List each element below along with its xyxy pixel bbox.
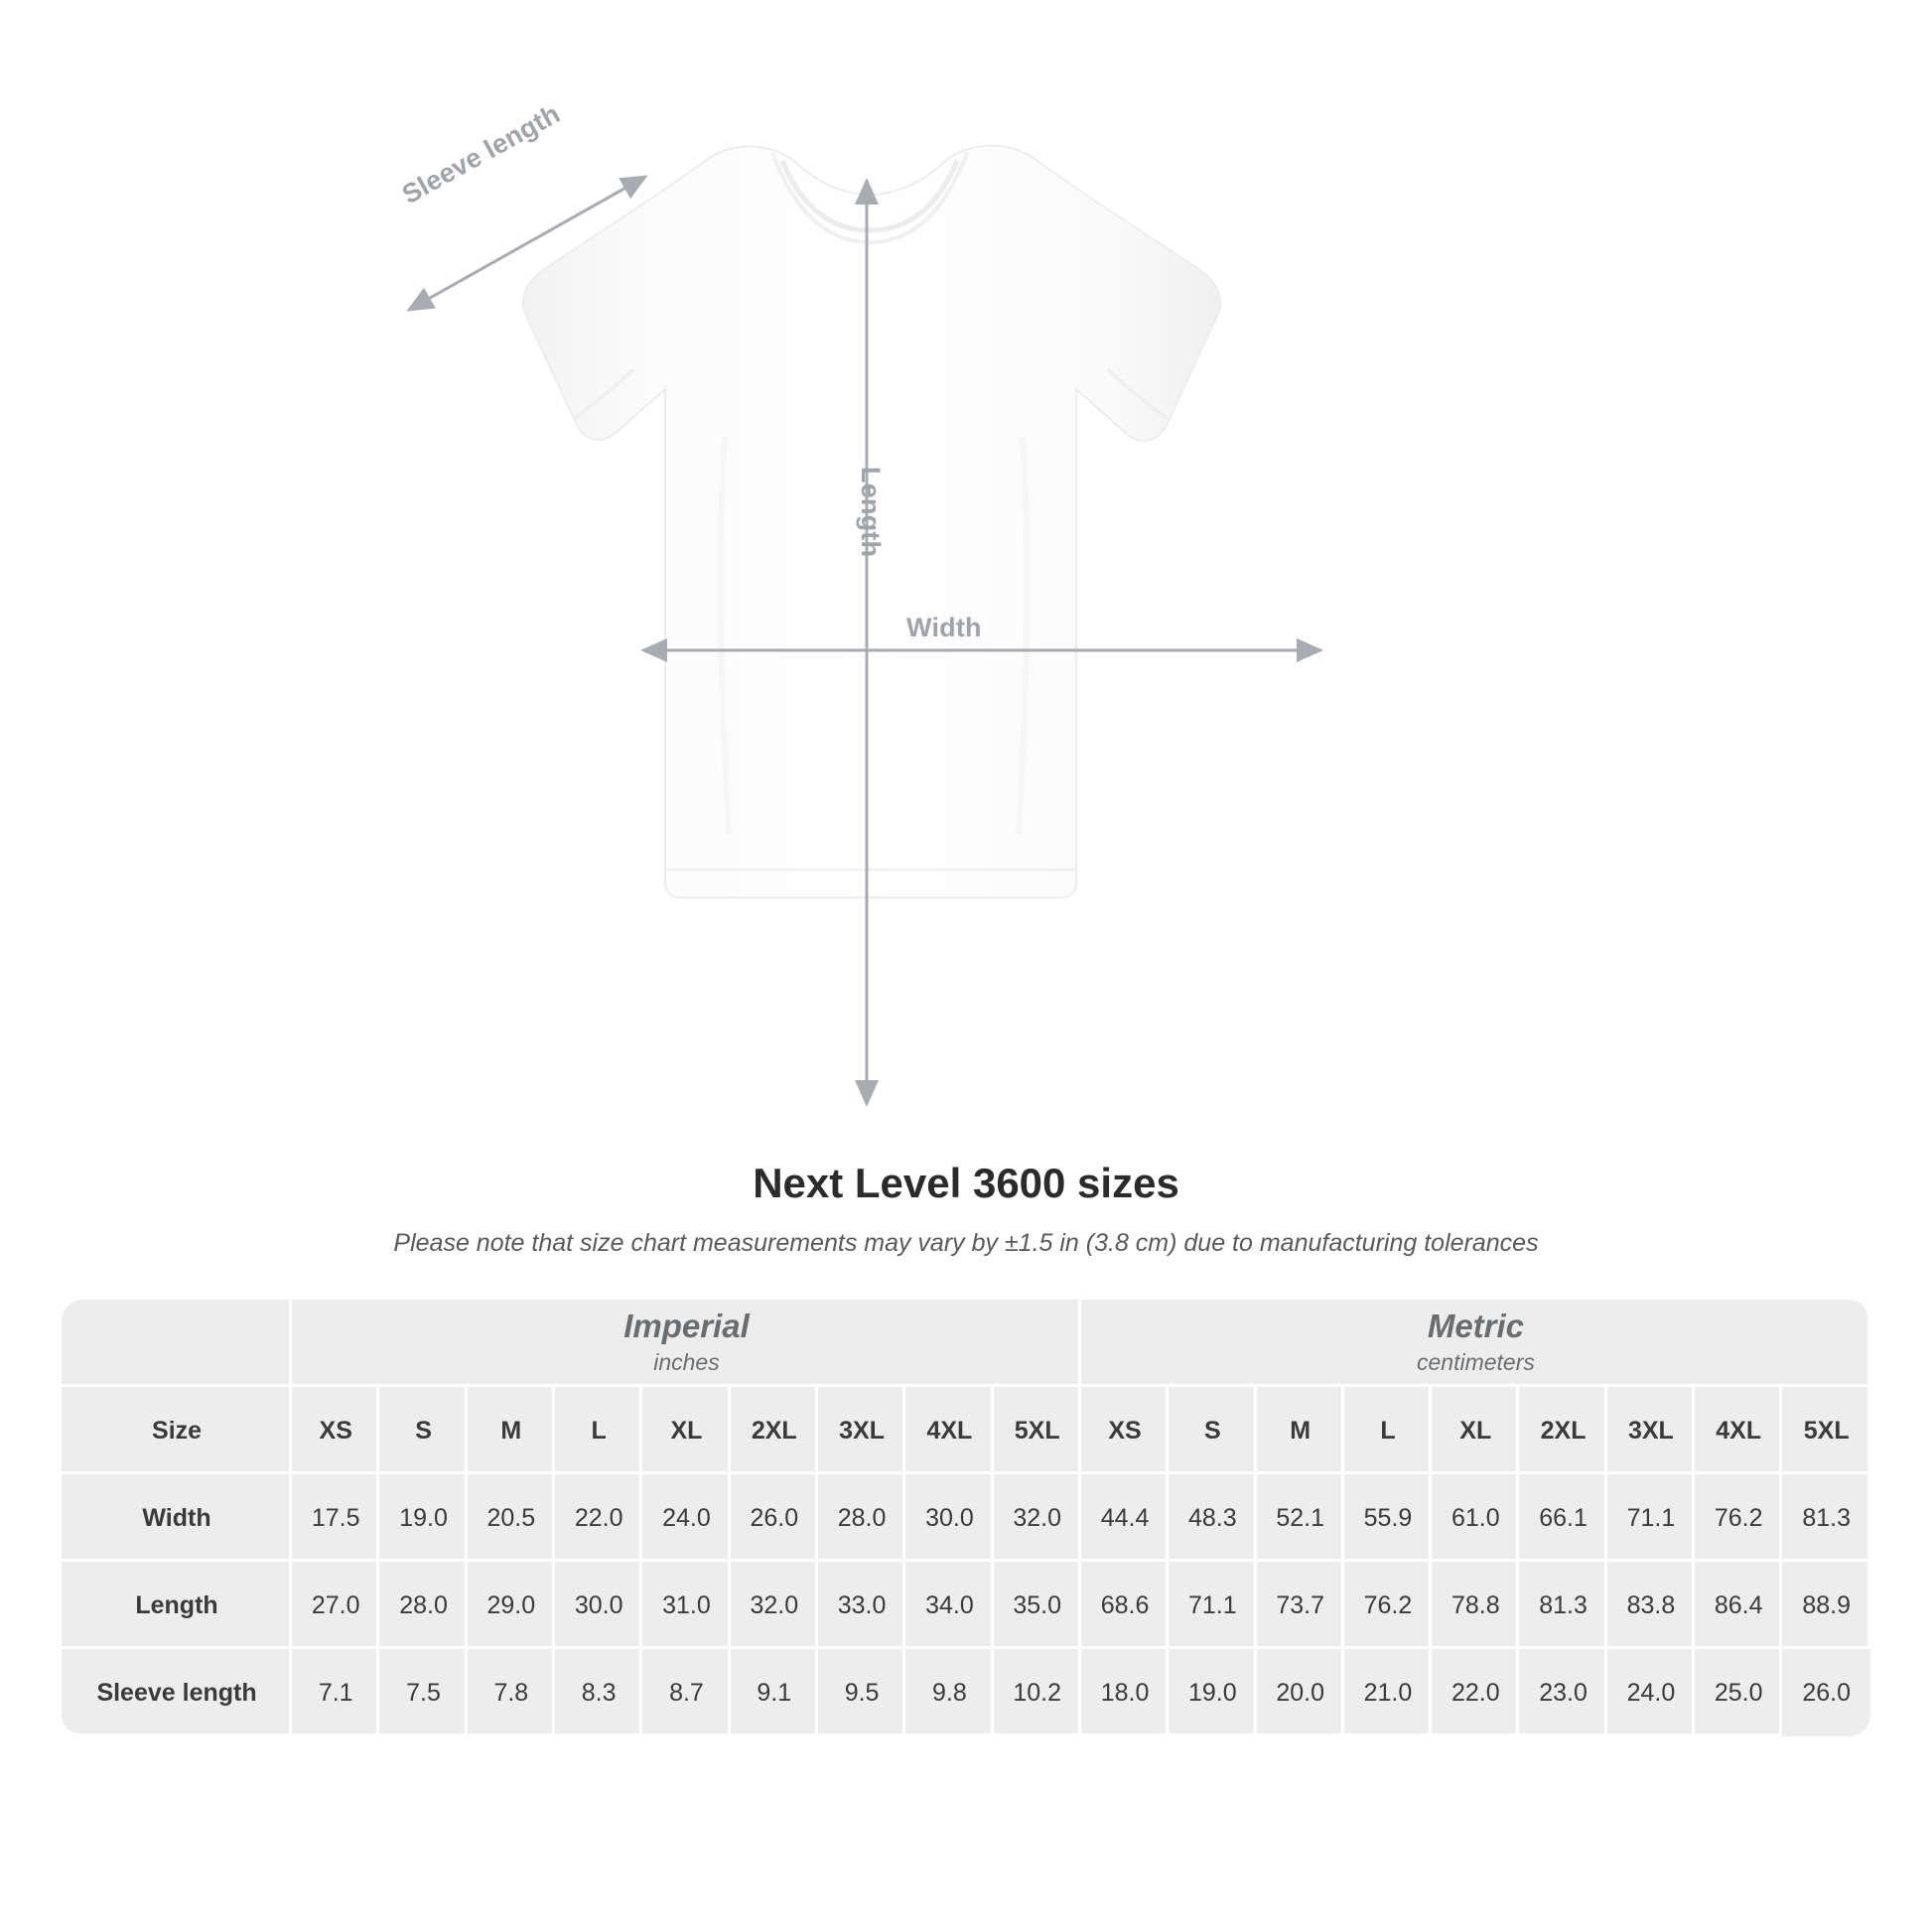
cell-length-metric-m: 73.7 (1257, 1562, 1344, 1649)
cell-sleeve-imperial-3xl: 9.5 (818, 1649, 905, 1736)
cell-sleeve-metric-xl: 22.0 (1432, 1649, 1519, 1736)
header-size-metric-xl: XL (1432, 1387, 1519, 1474)
cell-width-imperial-m: 20.5 (468, 1474, 555, 1562)
cell-width-metric-l: 55.9 (1344, 1474, 1432, 1562)
cell-width-imperial-xl: 24.0 (642, 1474, 730, 1562)
cell-width-metric-s: 48.3 (1169, 1474, 1256, 1562)
header-size-imperial-3xl: 3XL (818, 1387, 905, 1474)
unit-group-imperial-label: Imperial (623, 1307, 750, 1344)
header-size-metric-5xl: 5XL (1782, 1387, 1870, 1474)
table-row-unit-groups (62, 1300, 1870, 1387)
cell-length-imperial-3xl: 33.0 (818, 1562, 905, 1649)
cell-length-metric-4xl: 86.4 (1695, 1562, 1782, 1649)
cell-sleeve-imperial-s: 7.5 (379, 1649, 467, 1736)
cell-sleeve-metric-s: 19.0 (1169, 1649, 1256, 1736)
unit-group-metric (1081, 1300, 1870, 1387)
cell-length-imperial-2xl: 32.0 (731, 1562, 818, 1649)
cell-length-metric-3xl: 83.8 (1607, 1562, 1695, 1649)
header-size-metric-2xl: 2XL (1519, 1387, 1606, 1474)
cell-sleeve-metric-xs: 18.0 (1081, 1649, 1169, 1736)
unit-group-imperial-units: inches (653, 1348, 720, 1375)
header-size-imperial-4xl: 4XL (905, 1387, 993, 1474)
cell-width-metric-3xl: 71.1 (1607, 1474, 1695, 1562)
header-size-metric-l: L (1344, 1387, 1432, 1474)
cell-width-metric-4xl: 76.2 (1695, 1474, 1782, 1562)
cell-length-metric-s: 71.1 (1169, 1562, 1256, 1649)
cell-width-imperial-2xl: 26.0 (731, 1474, 818, 1562)
header-size-metric-s: S (1169, 1387, 1256, 1474)
row-label-width: Width (62, 1474, 292, 1562)
header-size-imperial-xl: XL (642, 1387, 730, 1474)
cell-length-metric-5xl: 88.9 (1782, 1562, 1870, 1649)
cell-sleeve-imperial-xs: 7.1 (292, 1649, 379, 1736)
tolerance-note: Please note that size chart measurements may vary by ±1.5 in (3.8 cm) due to manufacturing tolerances (393, 1229, 1539, 1257)
cell-width-metric-2xl: 66.1 (1519, 1474, 1606, 1562)
header-size-imperial-m: M (468, 1387, 555, 1474)
cell-sleeve-imperial-m: 7.8 (468, 1649, 555, 1736)
cell-width-imperial-s: 19.0 (379, 1474, 467, 1562)
cell-width-imperial-xs: 17.5 (292, 1474, 379, 1562)
table-row-length (62, 1562, 1870, 1649)
row-label-length: Length (62, 1562, 292, 1649)
cell-length-metric-xs: 68.6 (1081, 1562, 1169, 1649)
cell-length-imperial-xl: 31.0 (642, 1562, 730, 1649)
cell-sleeve-metric-m: 20.0 (1257, 1649, 1344, 1736)
cell-sleeve-imperial-4xl: 9.8 (905, 1649, 993, 1736)
cell-length-imperial-l: 30.0 (555, 1562, 642, 1649)
header-size-imperial-xs: XS (292, 1387, 379, 1474)
header-size-imperial-l: L (555, 1387, 642, 1474)
cell-sleeve-metric-2xl: 23.0 (1519, 1649, 1606, 1736)
cell-length-metric-l: 76.2 (1344, 1562, 1432, 1649)
cell-sleeve-metric-4xl: 25.0 (1695, 1649, 1782, 1736)
cell-length-metric-2xl: 81.3 (1519, 1562, 1606, 1649)
page-title: Next Level 3600 sizes (753, 1160, 1179, 1206)
cell-width-metric-xs: 44.4 (1081, 1474, 1169, 1562)
cell-sleeve-imperial-xl: 8.7 (642, 1649, 730, 1736)
title-block (0, 1160, 1932, 1258)
annotation-length: Length (856, 467, 886, 558)
size-table (62, 1300, 1870, 1736)
unit-corner-cell (62, 1300, 292, 1387)
header-size-metric-4xl: 4XL (1695, 1387, 1782, 1474)
cell-sleeve-metric-5xl: 26.0 (1782, 1649, 1870, 1736)
cell-length-imperial-m: 29.0 (468, 1562, 555, 1649)
table-row-sleeve-length (62, 1649, 1870, 1736)
table-row-sizes (62, 1387, 1870, 1474)
cell-width-metric-5xl: 81.3 (1782, 1474, 1870, 1562)
annotation-sleeve-length: Sleeve length (397, 98, 566, 210)
cell-sleeve-metric-3xl: 24.0 (1607, 1649, 1695, 1736)
cell-length-metric-xl: 78.8 (1432, 1562, 1519, 1649)
size-table-wrapper (62, 1300, 1870, 1736)
header-size-metric-3xl: 3XL (1607, 1387, 1695, 1474)
header-size-imperial-2xl: 2XL (731, 1387, 818, 1474)
cell-length-imperial-s: 28.0 (379, 1562, 467, 1649)
header-size-metric-m: M (1257, 1387, 1344, 1474)
cell-width-metric-xl: 61.0 (1432, 1474, 1519, 1562)
header-size-imperial-s: S (379, 1387, 467, 1474)
row-label-sleeve-length: Sleeve length (62, 1649, 292, 1736)
header-size-metric-xs: XS (1081, 1387, 1169, 1474)
cell-length-imperial-5xl: 35.0 (994, 1562, 1081, 1649)
cell-sleeve-imperial-2xl: 9.1 (731, 1649, 818, 1736)
unit-group-metric-units: centimeters (1417, 1348, 1535, 1375)
unit-group-metric-label: Metric (1427, 1307, 1525, 1344)
unit-group-imperial (292, 1300, 1081, 1387)
annotation-width: Width (906, 613, 982, 642)
table-row-width (62, 1474, 1870, 1562)
cell-width-imperial-4xl: 30.0 (905, 1474, 993, 1562)
cell-width-imperial-3xl: 28.0 (818, 1474, 905, 1562)
cell-width-imperial-5xl: 32.0 (994, 1474, 1081, 1562)
cell-sleeve-imperial-l: 8.3 (555, 1649, 642, 1736)
header-size-imperial-5xl: 5XL (994, 1387, 1081, 1474)
cell-width-imperial-l: 22.0 (555, 1474, 642, 1562)
cell-sleeve-metric-l: 21.0 (1344, 1649, 1432, 1736)
cell-length-imperial-4xl: 34.0 (905, 1562, 993, 1649)
cell-width-metric-m: 52.1 (1257, 1474, 1344, 1562)
cell-sleeve-imperial-5xl: 10.2 (994, 1649, 1081, 1736)
header-size: Size (62, 1387, 292, 1474)
cell-length-imperial-xs: 27.0 (292, 1562, 379, 1649)
